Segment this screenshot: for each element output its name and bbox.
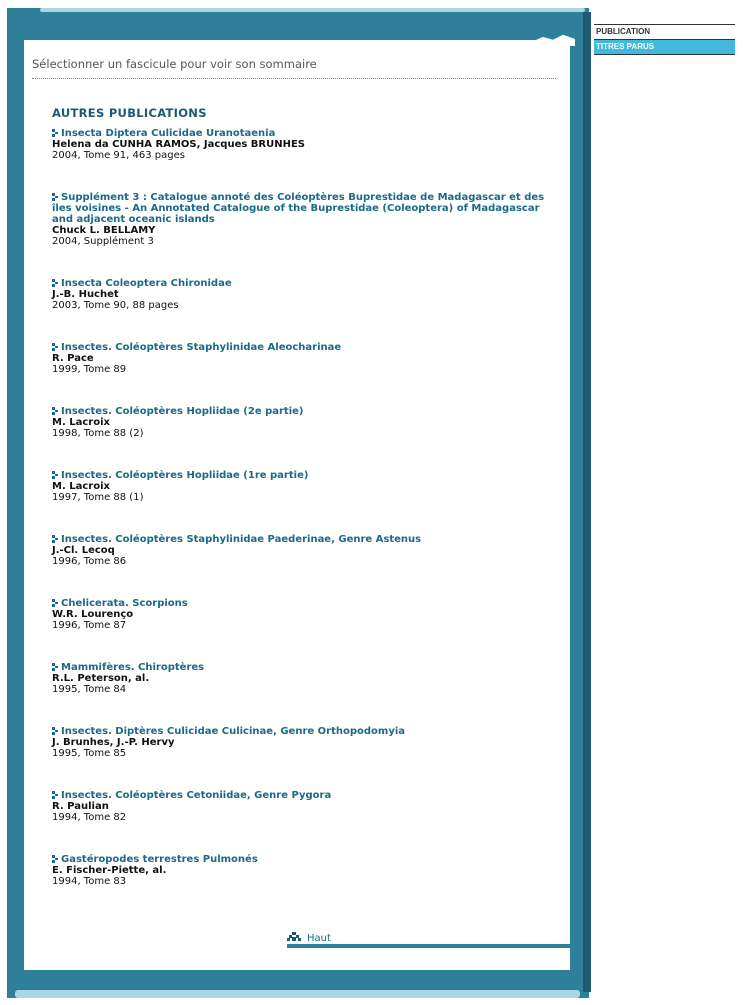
publication-entry bbox=[52, 192, 546, 247]
back-to-top-link[interactable] bbox=[287, 932, 331, 944]
up-arrow-icon bbox=[287, 932, 301, 942]
publication-meta: 1994, Tome 82 bbox=[52, 812, 127, 823]
arrow-right-icon bbox=[52, 535, 59, 543]
publication-authors: M. Lacroix bbox=[52, 417, 110, 428]
publication-title: Insectes. Coléoptères Staphylinidae Paederinae, Genre Astenus bbox=[61, 534, 422, 545]
publication-entry bbox=[52, 406, 546, 439]
frame-top-highlight bbox=[40, 8, 585, 12]
publication-entry bbox=[52, 534, 546, 567]
publication-title-link[interactable] bbox=[52, 726, 546, 737]
nav-item-titres-parus[interactable]: TITRES PARUS bbox=[594, 39, 735, 55]
publication-entry bbox=[52, 662, 546, 695]
publication-title-link[interactable] bbox=[52, 278, 546, 289]
section-title: AUTRES PUBLICATIONS bbox=[52, 106, 207, 120]
publication-entry bbox=[52, 854, 546, 887]
publication-entry bbox=[52, 128, 546, 161]
publication-title-link[interactable] bbox=[52, 598, 546, 609]
publication-meta: 1995, Tome 85 bbox=[52, 748, 127, 759]
publication-title: Insecta Diptera Culicidae Uranotaenia bbox=[61, 128, 276, 139]
arrow-right-icon bbox=[52, 343, 59, 351]
publication-meta: 2004, Tome 91, 463 pages bbox=[52, 150, 185, 161]
publication-title-link[interactable] bbox=[52, 406, 546, 417]
publication-title: Insectes. Diptères Culicidae Culicinae, Genre Orthopodomyia bbox=[61, 726, 406, 737]
publication-meta: 1998, Tome 88 (2) bbox=[52, 428, 144, 439]
publication-title: Insecta Coleoptera Chironidae bbox=[61, 278, 232, 289]
publication-title: Insectes. Coléoptères Staphylinidae Aleocharinae bbox=[61, 342, 342, 353]
arrow-right-icon bbox=[52, 663, 59, 671]
publication-authors: M. Lacroix bbox=[52, 481, 110, 492]
instruction-text: Sélectionner un fascicule pour voir son sommaire bbox=[32, 57, 317, 71]
publication-meta: 1996, Tome 86 bbox=[52, 556, 127, 567]
publication-meta: 1999, Tome 89 bbox=[52, 364, 127, 375]
publication-authors: R. Paulian bbox=[52, 801, 109, 812]
arrow-right-icon bbox=[52, 471, 59, 479]
publication-entry bbox=[52, 790, 546, 823]
arrow-right-icon bbox=[52, 407, 59, 415]
arrow-right-icon bbox=[52, 727, 59, 735]
publication-meta: 1996, Tome 87 bbox=[52, 620, 127, 631]
arrow-right-icon bbox=[52, 279, 59, 287]
publication-entry bbox=[52, 278, 546, 311]
publication-entry bbox=[52, 726, 546, 759]
publication-meta: 1994, Tome 83 bbox=[52, 876, 127, 887]
back-to-top-label: Haut bbox=[307, 933, 331, 944]
frame-bottom-highlight bbox=[15, 990, 580, 998]
publication-meta: 2003, Tome 90, 88 pages bbox=[52, 300, 179, 311]
arrow-right-icon bbox=[52, 855, 59, 863]
arrow-right-icon bbox=[52, 193, 59, 201]
publication-title-link[interactable] bbox=[52, 854, 546, 865]
publication-title: Insectes. Coléoptères Cetoniidae, Genre Pygora bbox=[61, 790, 332, 801]
dotted-divider bbox=[32, 78, 556, 79]
publication-authors: J. Brunhes, J.-P. Hervy bbox=[52, 737, 175, 748]
publication-title: Insectes. Coléoptères Hopliidae (2e partie) bbox=[61, 406, 304, 417]
publication-title: Supplément 3 : Catalogue annoté des Coléoptères Buprestidae de Madagascar et des îles voisines - An Annotated Catalogue of the Buprestidae (Coleoptera) of Madagascar and adjacent oceanic islands bbox=[52, 192, 545, 225]
publication-meta: 2004, Supplément 3 bbox=[52, 236, 154, 247]
content-panel bbox=[24, 40, 570, 970]
publication-authors: Chuck L. BELLAMY bbox=[52, 225, 156, 236]
publication-meta: 1995, Tome 84 bbox=[52, 684, 127, 695]
publication-authors: E. Fischer-Piette, al. bbox=[52, 865, 167, 876]
nav-item-publication[interactable]: PUBLICATION bbox=[594, 24, 735, 39]
frame-shadow bbox=[583, 12, 591, 992]
publication-authors: W.R. Lourenço bbox=[52, 609, 134, 620]
publication-title-link[interactable] bbox=[52, 662, 546, 673]
publication-entry bbox=[52, 470, 546, 503]
arrow-right-icon bbox=[52, 129, 59, 137]
arrow-right-icon bbox=[52, 791, 59, 799]
publication-title: Insectes. Coléoptères Hopliidae (1re partie) bbox=[61, 470, 309, 481]
publication-authors: J.-Cl. Lecoq bbox=[52, 545, 115, 556]
publication-title-link[interactable] bbox=[52, 128, 546, 139]
publication-meta: 1997, Tome 88 (1) bbox=[52, 492, 144, 503]
publication-entry bbox=[52, 342, 546, 375]
publication-title: Mammifères. Chiroptères bbox=[61, 662, 205, 673]
publication-title-link[interactable] bbox=[52, 790, 546, 801]
publication-title-link[interactable] bbox=[52, 470, 546, 481]
publication-title: Gastéropodes terrestres Pulmonés bbox=[61, 854, 258, 865]
publication-title: Chelicerata. Scorpions bbox=[61, 598, 188, 609]
publication-entry bbox=[52, 598, 546, 631]
publication-authors: Helena da CUNHA RAMOS, Jacques BRUNHES bbox=[52, 139, 305, 150]
back-to-top-bar bbox=[287, 944, 570, 948]
publication-title-link[interactable] bbox=[52, 192, 546, 225]
publication-authors: R. Pace bbox=[52, 353, 94, 364]
publication-authors: J.-B. Huchet bbox=[52, 289, 119, 300]
publication-title-link[interactable] bbox=[52, 534, 546, 545]
publication-authors: R.L. Peterson, al. bbox=[52, 673, 150, 684]
arrow-right-icon bbox=[52, 599, 59, 607]
publication-title-link[interactable] bbox=[52, 342, 546, 353]
side-nav bbox=[594, 24, 735, 55]
